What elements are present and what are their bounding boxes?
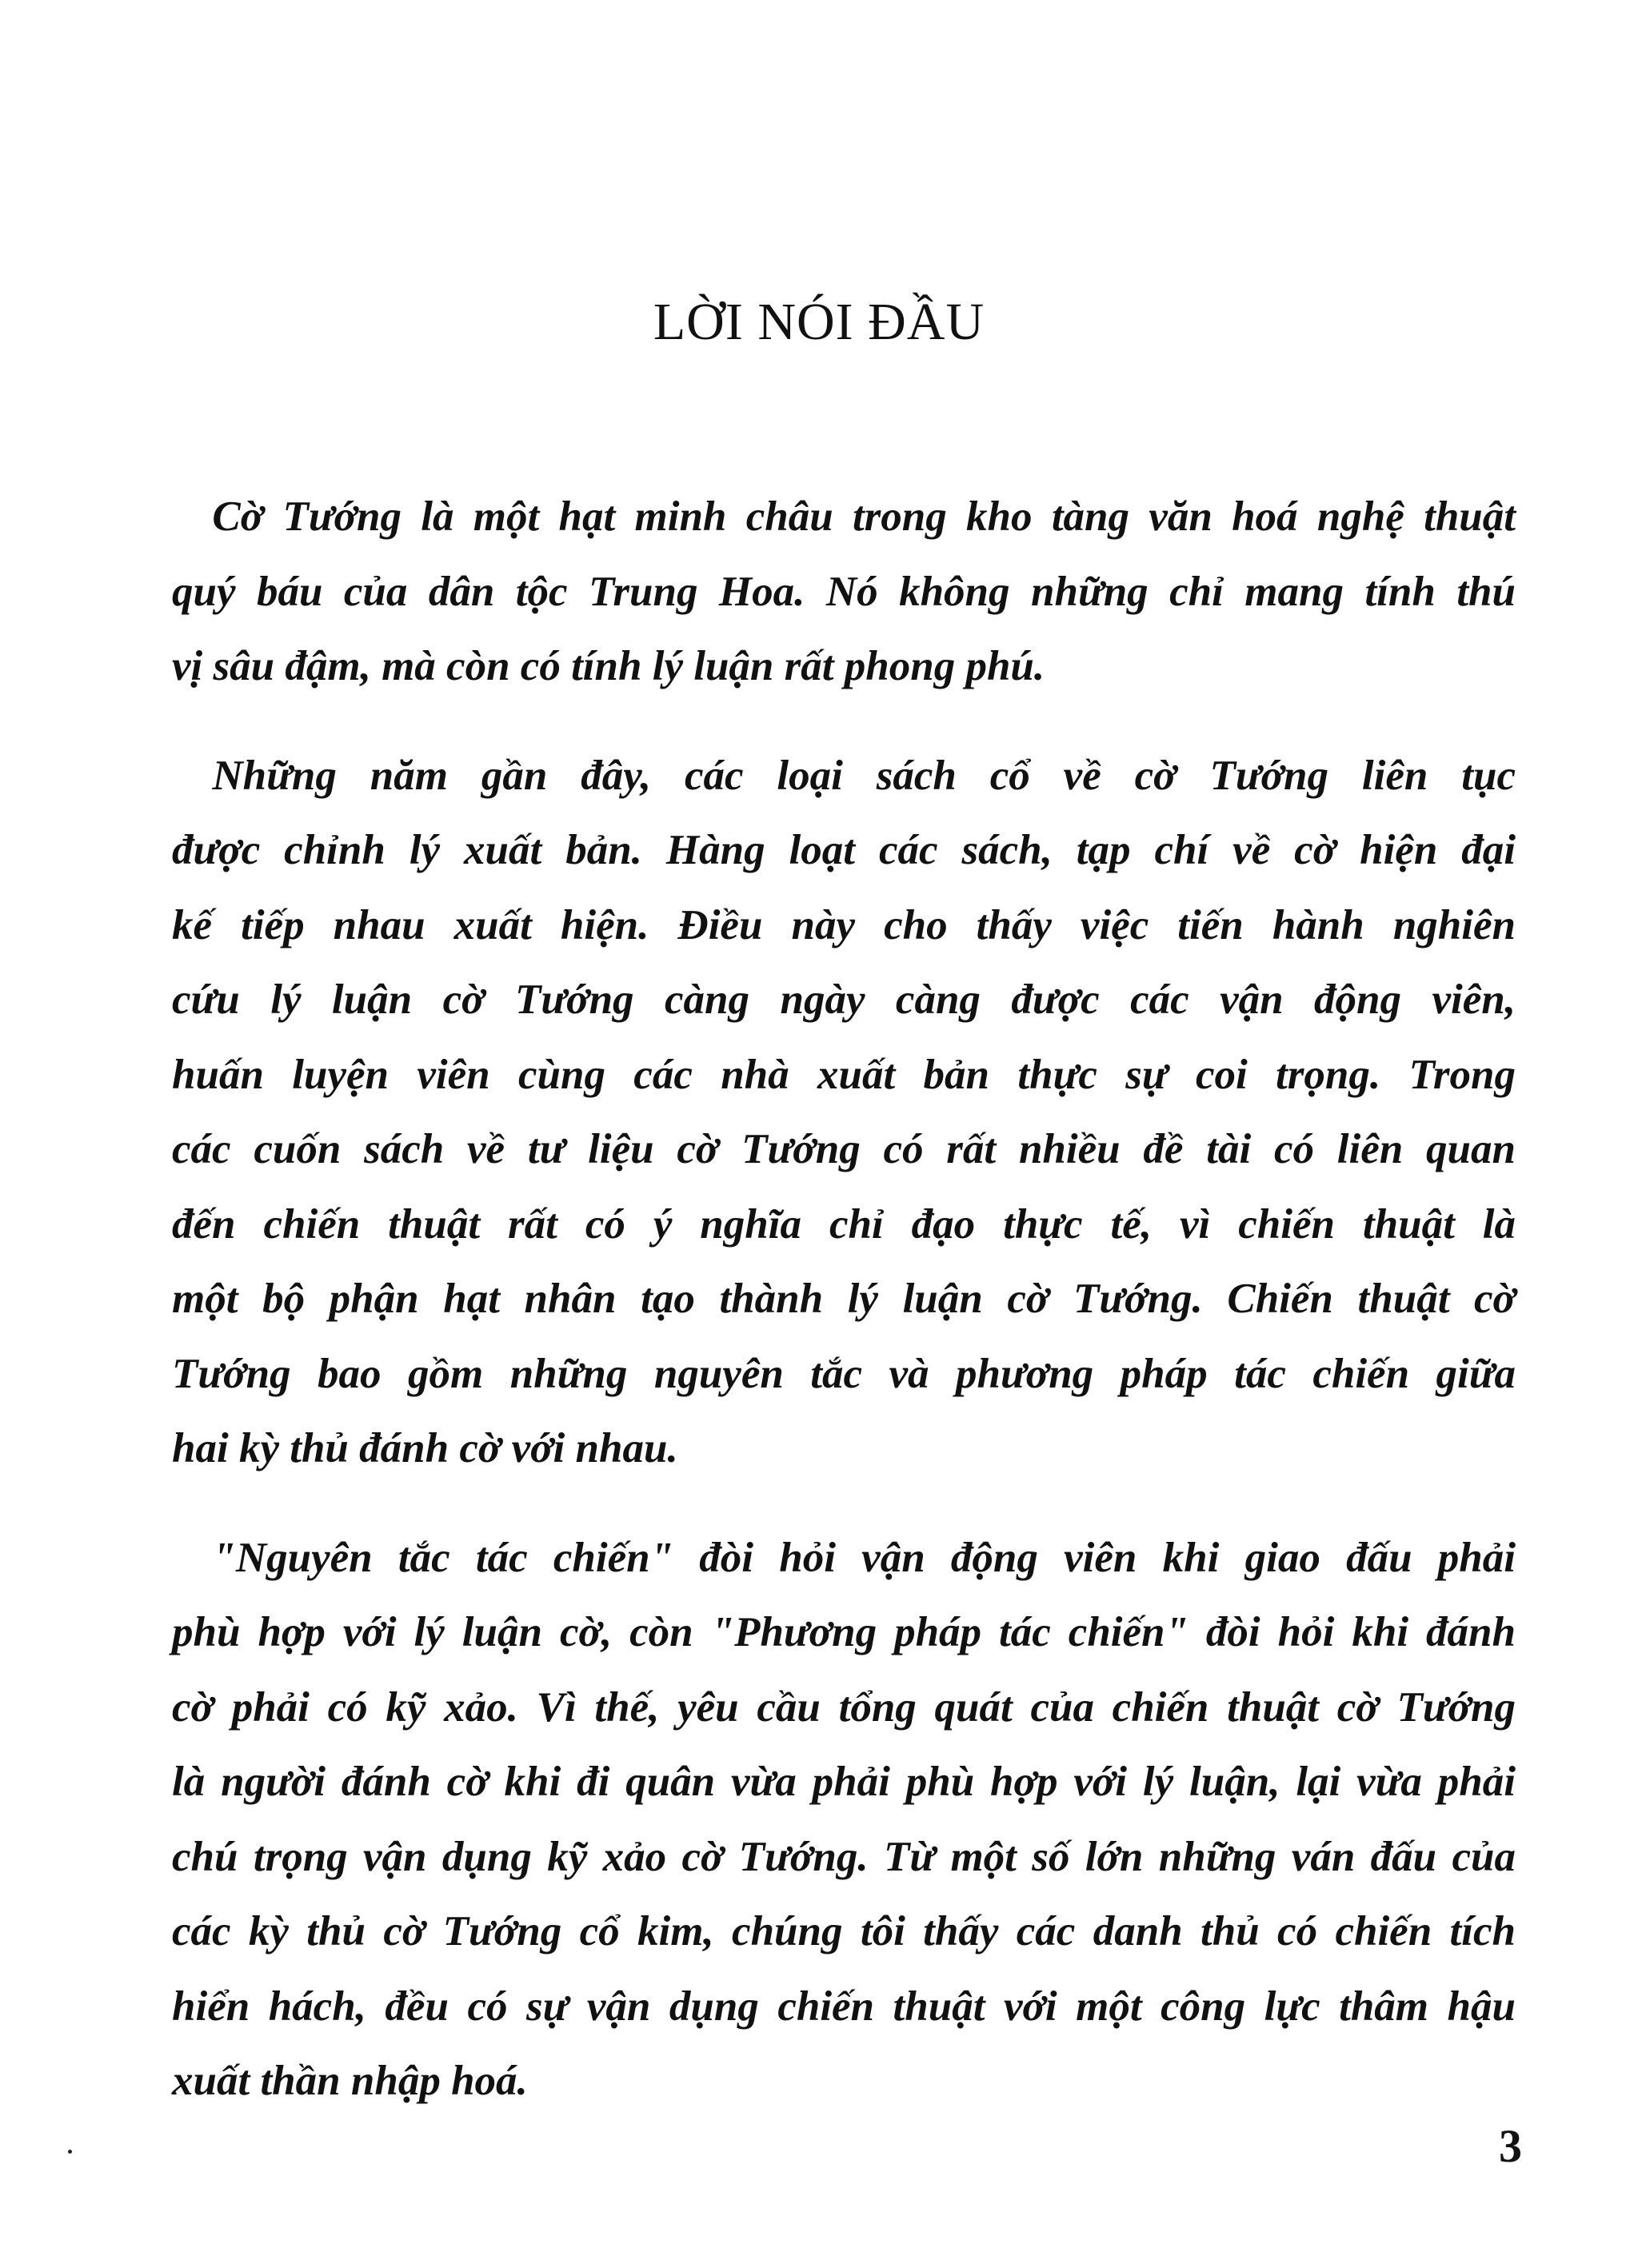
text-line: Tướng bao gồm những nguyên tắc và phương pháp tác chiến giữa (172, 1350, 1516, 1397)
text-line: chú trọng vận dụng kỹ xảo cờ Tướng. Từ một số lớn những ván đấu của (172, 1833, 1516, 1880)
paragraph-2 (172, 739, 1516, 1487)
text-line: huấn luyện viên cùng các nhà xuất bản thực sự coi trọng. Trong (172, 1051, 1516, 1098)
paragraph-3 (172, 1521, 1516, 2119)
text-line: quý báu của dân tộc Trung Hoa. Nó không những chỉ mang tính thú (172, 568, 1516, 615)
scan-speck (68, 2150, 72, 2154)
text-line: vị sâu đậm, mà còn có tính lý luận rất phong phú. (172, 643, 1045, 689)
text-line: các cuốn sách về tư liệu cờ Tướng có rất nhiều đề tài có liên quan (172, 1126, 1516, 1172)
text-line: các kỳ thủ cờ Tướng cổ kim, chúng tôi thấy các danh thủ có chiến tích (172, 1908, 1516, 1955)
text-line: cứu lý luận cờ Tướng càng ngày càng được các vận động viên, (172, 976, 1516, 1023)
text-line: đến chiến thuật rất có ý nghĩa chỉ đạo thực tế, vì chiến thuật là (172, 1200, 1516, 1248)
text-line: là người đánh cờ khi đi quân vừa phải phù hợp với lý luận, lại vừa phải (172, 1759, 1516, 1805)
text-line: "Nguyên tắc tác chiến" đòi hỏi vận động viên khi giao đấu phải (212, 1534, 1516, 1581)
text-line: kế tiếp nhau xuất hiện. Điều này cho thấy việc tiến hành nghiên (172, 901, 1516, 948)
preface-body (172, 480, 1516, 2119)
page-number: 3 (1499, 2120, 1522, 2172)
page-title: LỜI NÓI ĐẦU (653, 293, 985, 351)
text-line: được chỉnh lý xuất bản. Hàng loạt các sách, tạp chí về cờ hiện đại (172, 827, 1516, 873)
text-line: một bộ phận hạt nhân tạo thành lý luận cờ Tướng. Chiến thuật cờ (172, 1276, 1516, 1322)
text-line: xuất thần nhập hoá. (172, 2058, 528, 2104)
text-line: Cờ Tướng là một hạt minh châu trong kho tàng văn hoá nghệ thuật (212, 493, 1516, 540)
paragraph-1 (172, 480, 1516, 705)
text-line: phù hợp với lý luận cờ, còn "Phương pháp tác chiến" đòi hỏi khi đánh (172, 1609, 1516, 1655)
text-line: cờ phải có kỹ xảo. Vì thế, yêu cầu tổng quát của chiến thuật cờ Tướng (172, 1683, 1516, 1731)
text-line: Những năm gần đây, các loại sách cổ về cờ Tướng liên tục (212, 752, 1516, 799)
text-line: hai kỳ thủ đánh cờ với nhau. (172, 1425, 678, 1471)
text-line: hiển hách, đều có sự vận dụng chiến thuật với một công lực thâm hậu (172, 1983, 1516, 2030)
